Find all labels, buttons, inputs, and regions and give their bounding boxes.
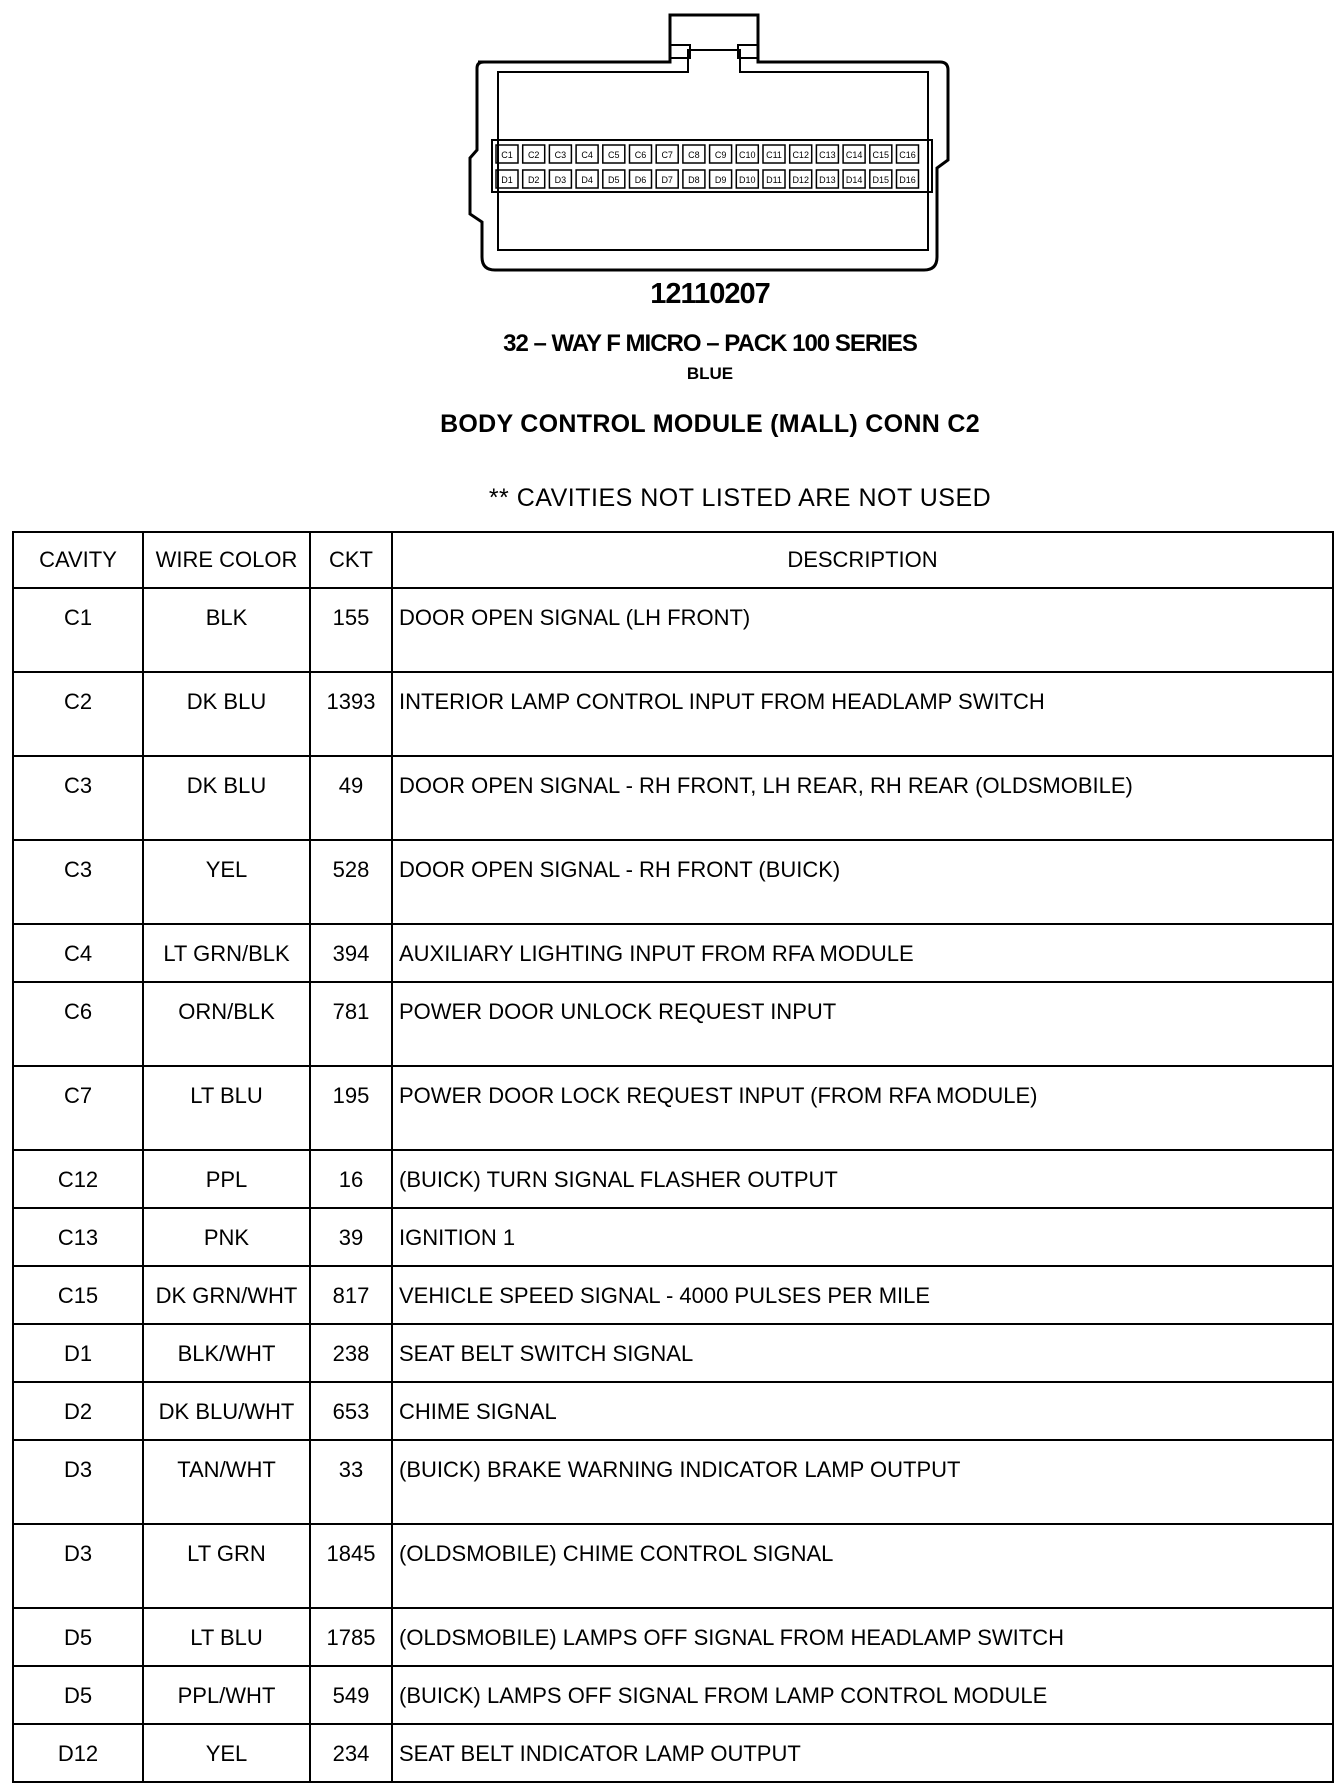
connector-color: BLUE [686, 364, 734, 383]
cavity-label: D7 [661, 175, 673, 185]
cell-description: CHIME SIGNAL [392, 1382, 1333, 1440]
cell-wire-color: DK GRN/WHT [143, 1266, 310, 1324]
cell-cavity: C7 [13, 1066, 143, 1150]
cell-wire-color: LT BLU [143, 1608, 310, 1666]
cavity-label: D13 [819, 175, 836, 185]
cell-description: SEAT BELT SWITCH SIGNAL [392, 1324, 1333, 1382]
cavity-label: D14 [845, 175, 863, 185]
cavity-label: D1 [501, 175, 513, 185]
cell-description: (BUICK) TURN SIGNAL FLASHER OUTPUT [392, 1150, 1333, 1208]
cell-wire-color: YEL [143, 1724, 310, 1782]
cell-ckt: 528 [310, 840, 392, 924]
cavity-label: C8 [688, 150, 700, 160]
cavity-label: C2 [527, 150, 540, 160]
table-row [13, 1666, 1333, 1724]
table-row [13, 1066, 1333, 1150]
part-number: 12110207 [650, 278, 770, 310]
cavity-label: C12 [792, 150, 809, 160]
unused-cavities-note: ** CAVITIES NOT LISTED ARE NOT USED [488, 484, 992, 512]
cell-cavity: C6 [13, 982, 143, 1066]
cell-description: (BUICK) BRAKE WARNING INDICATOR LAMP OUTPUT [392, 1440, 1333, 1524]
cell-ckt: 1393 [310, 672, 392, 756]
cell-description: IGNITION 1 [392, 1208, 1333, 1266]
table-row [13, 840, 1333, 924]
table-header-row [13, 532, 1333, 588]
cell-ckt: 234 [310, 1724, 392, 1782]
cavity-label: C14 [845, 150, 863, 160]
cell-wire-color: ORN/BLK [143, 982, 310, 1066]
cavity-label: C16 [899, 150, 916, 160]
table-row [13, 1324, 1333, 1382]
cell-ckt: 549 [310, 1666, 392, 1724]
cell-description: (OLDSMOBILE) LAMPS OFF SIGNAL FROM HEADLAMP SWITCH [392, 1608, 1333, 1666]
cell-description: DOOR OPEN SIGNAL (LH FRONT) [392, 588, 1333, 672]
cell-wire-color: BLK/WHT [143, 1324, 310, 1382]
cavity-label: D9 [714, 175, 727, 185]
cavity-label: C3 [554, 150, 567, 160]
cell-cavity: C2 [13, 672, 143, 756]
table-row [13, 1608, 1333, 1666]
table-row [13, 1440, 1333, 1524]
cavity-label: D12 [792, 175, 809, 185]
cell-ckt: 781 [310, 982, 392, 1066]
cell-wire-color: BLK [143, 588, 310, 672]
table-row [13, 924, 1333, 982]
connector-series: 32 – WAY F MICRO – PACK 100 SERIES [503, 330, 917, 357]
cell-description: DOOR OPEN SIGNAL - RH FRONT (BUICK) [392, 840, 1333, 924]
header-wire-color: WIRE COLOR [143, 532, 310, 588]
cell-wire-color: PPL/WHT [143, 1666, 310, 1724]
cell-ckt: 16 [310, 1150, 392, 1208]
cell-ckt: 1845 [310, 1524, 392, 1608]
cell-ckt: 155 [310, 588, 392, 672]
cell-cavity: D2 [13, 1382, 143, 1440]
table-row [13, 1150, 1333, 1208]
cell-wire-color: DK BLU [143, 672, 310, 756]
cavity-label: D6 [634, 175, 647, 185]
cell-cavity: C1 [13, 588, 143, 672]
cavity-label: D4 [581, 175, 593, 185]
cavity-label: D8 [688, 175, 700, 185]
cell-cavity: C13 [13, 1208, 143, 1266]
cell-wire-color: TAN/WHT [143, 1440, 310, 1524]
cavity-label: D5 [608, 175, 620, 185]
cell-cavity: D3 [13, 1524, 143, 1608]
cavity-label: C5 [608, 150, 620, 160]
header-ckt: CKT [310, 532, 392, 588]
cell-ckt: 39 [310, 1208, 392, 1266]
cell-ckt: 33 [310, 1440, 392, 1524]
cell-cavity: D5 [13, 1666, 143, 1724]
cell-wire-color: DK BLU/WHT [143, 1382, 310, 1440]
cell-cavity: D1 [13, 1324, 143, 1382]
cavity-label: C4 [581, 150, 593, 160]
connector-title: BODY CONTROL MODULE (MALL) CONN C2 [440, 410, 980, 438]
cell-cavity: C4 [13, 924, 143, 982]
cell-ckt: 49 [310, 756, 392, 840]
table-row [13, 1724, 1333, 1782]
cell-description: VEHICLE SPEED SIGNAL - 4000 PULSES PER MILE [392, 1266, 1333, 1324]
cell-ckt: 1785 [310, 1608, 392, 1666]
cell-cavity: C3 [13, 840, 143, 924]
cell-cavity: D3 [13, 1440, 143, 1524]
cavity-label: C6 [634, 150, 647, 160]
cell-wire-color: LT GRN/BLK [143, 924, 310, 982]
cell-cavity: D5 [13, 1608, 143, 1666]
cell-cavity: C15 [13, 1266, 143, 1324]
table-row [13, 756, 1333, 840]
cell-description: POWER DOOR UNLOCK REQUEST INPUT [392, 982, 1333, 1066]
cell-ckt: 394 [310, 924, 392, 982]
table-row [13, 982, 1333, 1066]
connector-housing-outline [470, 15, 948, 270]
table-row [13, 1266, 1333, 1324]
cell-ckt: 817 [310, 1266, 392, 1324]
table-row [13, 672, 1333, 756]
cavity-label: D15 [872, 175, 890, 185]
cavity-label: D2 [527, 175, 540, 185]
cell-wire-color: PPL [143, 1150, 310, 1208]
cell-ckt: 195 [310, 1066, 392, 1150]
cell-description: POWER DOOR LOCK REQUEST INPUT (FROM RFA MODULE) [392, 1066, 1333, 1150]
table-body [13, 588, 1333, 1782]
cell-wire-color: YEL [143, 840, 310, 924]
cell-ckt: 653 [310, 1382, 392, 1440]
cell-cavity: C12 [13, 1150, 143, 1208]
cell-description: INTERIOR LAMP CONTROL INPUT FROM HEADLAMP SWITCH [392, 672, 1333, 756]
cavity-label: D10 [739, 175, 756, 185]
cell-description: (OLDSMOBILE) CHIME CONTROL SIGNAL [392, 1524, 1333, 1608]
table-row [13, 588, 1333, 672]
cavity-label: C1 [501, 150, 513, 160]
cell-ckt: 238 [310, 1324, 392, 1382]
cell-description: DOOR OPEN SIGNAL - RH FRONT, LH REAR, RH REAR (OLDSMOBILE) [392, 756, 1333, 840]
header-description: DESCRIPTION [392, 532, 1333, 588]
cavity-label: D16 [899, 175, 916, 185]
cell-description: (BUICK) LAMPS OFF SIGNAL FROM LAMP CONTROL MODULE [392, 1666, 1333, 1724]
cell-wire-color: PNK [143, 1208, 310, 1266]
cell-wire-color: LT BLU [143, 1066, 310, 1150]
pinout-table [12, 531, 1334, 1783]
cavity-label: C13 [819, 150, 836, 160]
cavity-label: C9 [714, 150, 727, 160]
cell-description: SEAT BELT INDICATOR LAMP OUTPUT [392, 1724, 1333, 1782]
cell-cavity: C3 [13, 756, 143, 840]
header-cavity: CAVITY [13, 532, 143, 588]
cavity-label: C7 [661, 150, 673, 160]
cell-description: AUXILIARY LIGHTING INPUT FROM RFA MODULE [392, 924, 1333, 982]
table-row [13, 1382, 1333, 1440]
connector-diagram [0, 0, 1344, 280]
table-row [13, 1208, 1333, 1266]
cavity-label: D11 [766, 175, 782, 185]
cell-wire-color: LT GRN [143, 1524, 310, 1608]
cavity-label: C10 [739, 150, 756, 160]
cavity-label: C15 [872, 150, 890, 160]
cell-cavity: D12 [13, 1724, 143, 1782]
cell-wire-color: DK BLU [143, 756, 310, 840]
cavity-label: C11 [766, 150, 782, 160]
table-row [13, 1524, 1333, 1608]
cavity-label: D3 [554, 175, 567, 185]
